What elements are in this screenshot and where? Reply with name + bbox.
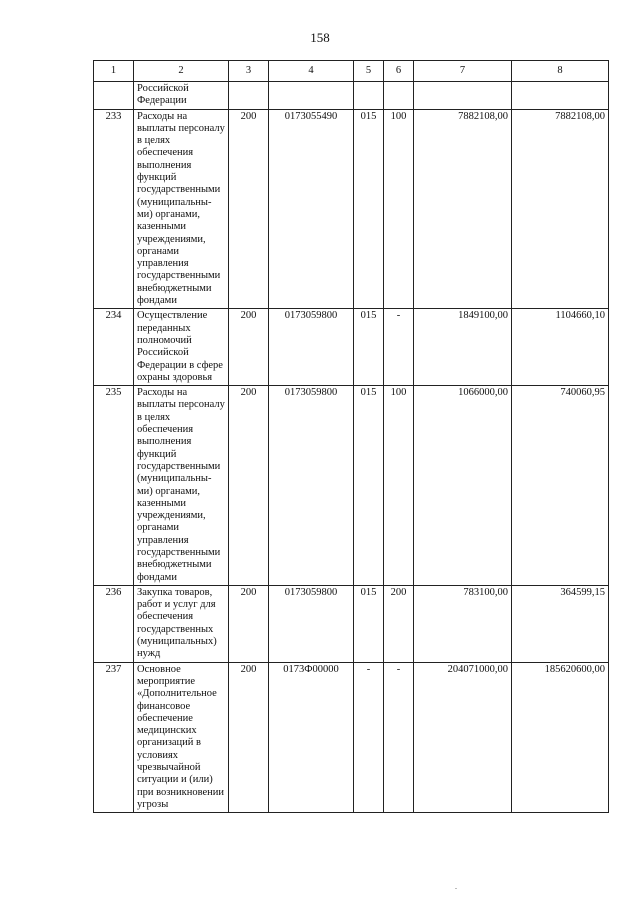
- cell-name: Осуществление переданных полномочий Российской Федерации в сфере охраны здоровья: [134, 309, 229, 386]
- cell-name: Закупка товаров, работ и услуг для обеспечения государственных (муниципальных) нужд: [134, 585, 229, 662]
- header-col-1: 1: [94, 61, 134, 82]
- cell-col3: 200: [229, 109, 269, 309]
- cell-name: Расходы на выплаты персоналу в целях обеспечения выполнения функций государственными (муниципальны-ми) органами, казенными учреждениями, органами управления государственными внебюджетными фондами: [134, 386, 229, 586]
- table-row: [94, 109, 609, 309]
- table-row: [94, 585, 609, 662]
- cell-col5: 015: [354, 386, 384, 586]
- cell-col3: 200: [229, 309, 269, 386]
- cell-col4: 0173Ф00000: [269, 662, 354, 813]
- cell-col7: 204071000,00: [414, 662, 512, 813]
- cell-col5: 015: [354, 585, 384, 662]
- cell-col4: 0173055490: [269, 109, 354, 309]
- cell-col3: 200: [229, 386, 269, 586]
- continuation-row: [94, 82, 609, 110]
- header-col-5: 5: [354, 61, 384, 82]
- cell-col5: -: [354, 662, 384, 813]
- table-row: [94, 662, 609, 813]
- cell-name: Расходы на выплаты персоналу в целях обеспечения выполнения функций государственными (муниципальны-ми) органами, казенными учреждениями, органами управления государственными внебюджетными фондами: [134, 109, 229, 309]
- cell-num: 234: [94, 309, 134, 386]
- cell-col7: 1849100,00: [414, 309, 512, 386]
- cell-col6: [384, 82, 414, 110]
- header-col-2: 2: [134, 61, 229, 82]
- header-col-7: 7: [414, 61, 512, 82]
- cell-col6: 100: [384, 109, 414, 309]
- cell-col3: 200: [229, 662, 269, 813]
- scan-speck: [455, 888, 457, 889]
- cell-col5: 015: [354, 309, 384, 386]
- cell-col5: [354, 82, 384, 110]
- cell-col3: 200: [229, 585, 269, 662]
- header-row: [94, 61, 609, 82]
- budget-table: [93, 60, 609, 813]
- cell-name: Основное мероприятие «Дополнительное финансовое обеспечение медицинских организаций в условиях чрезвычайной ситуации и (или) при возникновении угрозы: [134, 662, 229, 813]
- cell-col8: 185620600,00: [512, 662, 609, 813]
- cell-col4: [269, 82, 354, 110]
- cell-num: 236: [94, 585, 134, 662]
- cell-col4: 0173059800: [269, 585, 354, 662]
- cell-col7: 783100,00: [414, 585, 512, 662]
- cell-num: 235: [94, 386, 134, 586]
- cell-col6: -: [384, 309, 414, 386]
- cell-col4: 0173059800: [269, 386, 354, 586]
- cell-col4: 0173059800: [269, 309, 354, 386]
- cell-col7: 1066000,00: [414, 386, 512, 586]
- cell-col6: 100: [384, 386, 414, 586]
- cell-col6: 200: [384, 585, 414, 662]
- header-col-8: 8: [512, 61, 609, 82]
- cell-col8: 1104660,10: [512, 309, 609, 386]
- cell-num: 237: [94, 662, 134, 813]
- page-number: 158: [310, 30, 330, 45]
- cell-num: [94, 82, 134, 110]
- header-col-6: 6: [384, 61, 414, 82]
- cell-col8: [512, 82, 609, 110]
- cell-col8: 740060,95: [512, 386, 609, 586]
- cell-col3: [229, 82, 269, 110]
- cell-col6: -: [384, 662, 414, 813]
- table-row: [94, 386, 609, 586]
- cell-col8: 364599,15: [512, 585, 609, 662]
- header-col-4: 4: [269, 61, 354, 82]
- cell-name: Российской Федерации: [134, 82, 229, 110]
- cell-col7: 7882108,00: [414, 109, 512, 309]
- cell-col5: 015: [354, 109, 384, 309]
- header-col-3: 3: [229, 61, 269, 82]
- cell-col8: 7882108,00: [512, 109, 609, 309]
- cell-col7: [414, 82, 512, 110]
- table-row: [94, 309, 609, 386]
- cell-num: 233: [94, 109, 134, 309]
